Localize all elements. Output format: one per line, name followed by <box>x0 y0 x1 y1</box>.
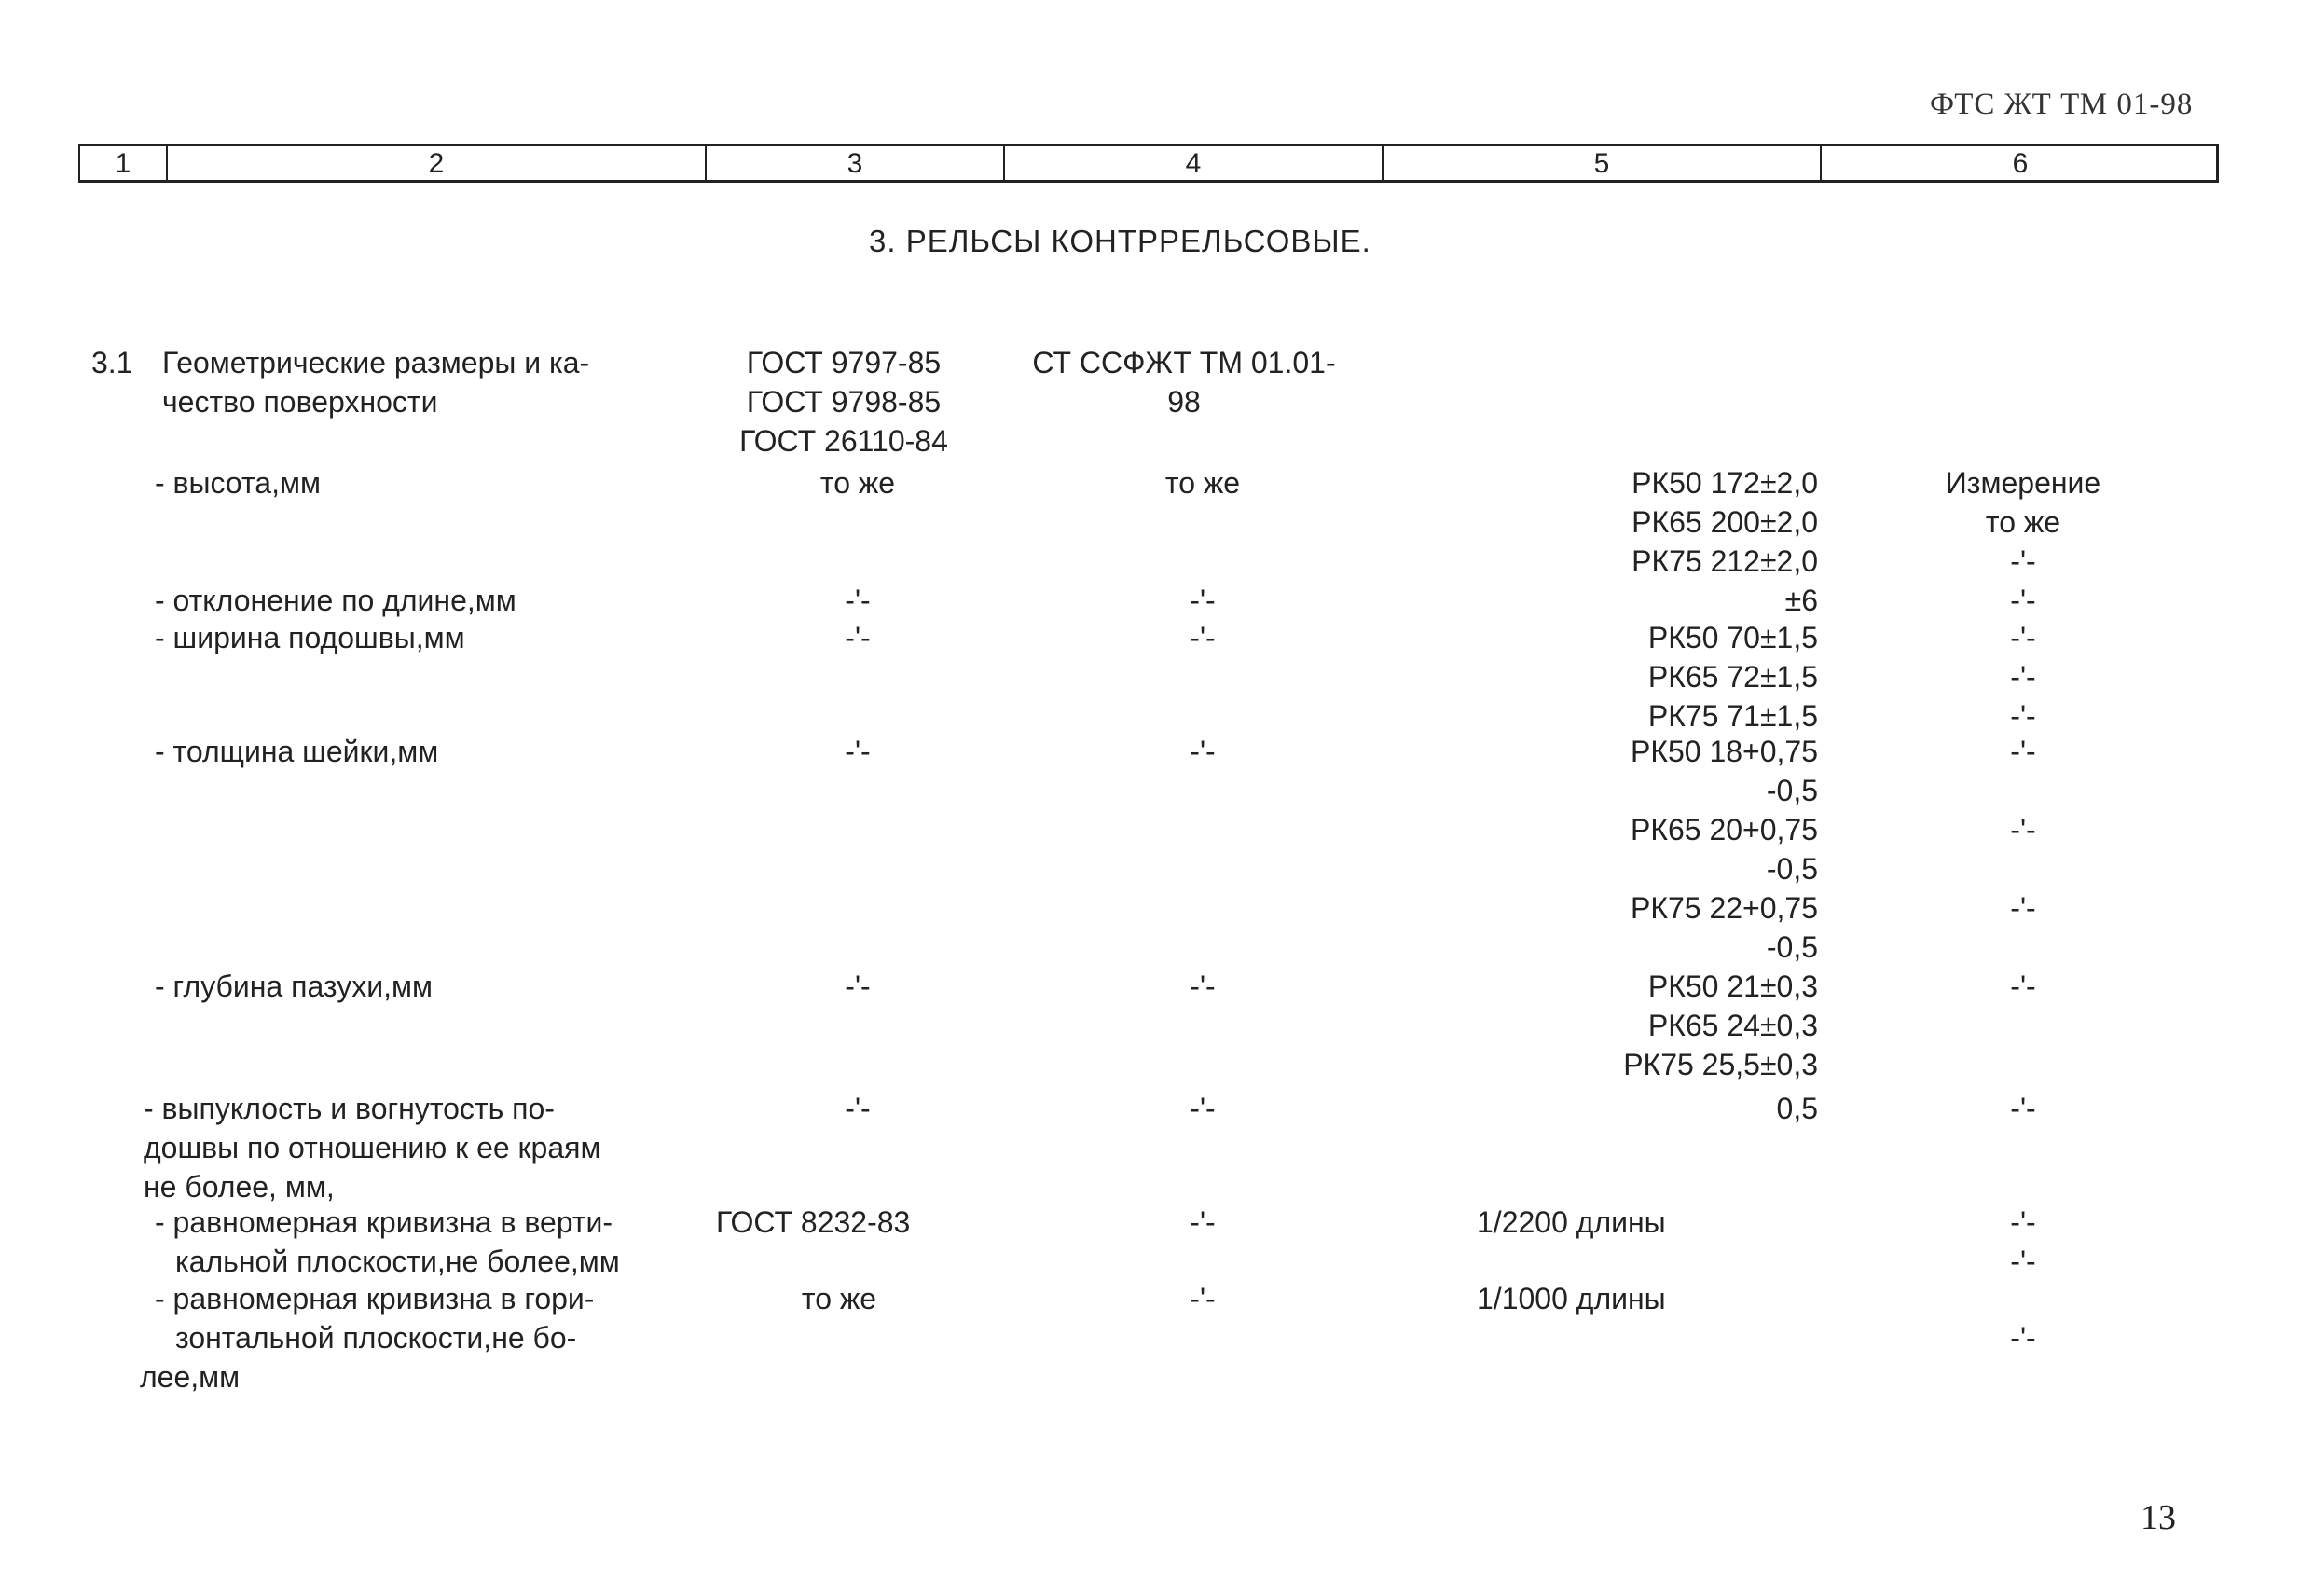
value-line: -0,5 <box>1766 774 1818 807</box>
method-line: -'- <box>2010 735 2036 768</box>
param-horizontal-curvature-col4: -'- <box>1190 1282 1216 1315</box>
method-line: -'- <box>2010 584 2036 617</box>
param-height-method <box>1902 463 2144 581</box>
param-base-convexity-values <box>1454 1089 1818 1128</box>
param-base-convexity-label <box>144 1089 600 1206</box>
value-line: РК50 172±2,0 <box>1631 466 1818 500</box>
param-chamber-depth-values <box>1454 967 1818 1084</box>
value-line: РК75 212±2,0 <box>1631 544 1818 578</box>
value-line: -0,5 <box>1766 930 1818 964</box>
method-line: -'- <box>2010 660 2036 694</box>
value-line: 1/2200 длины <box>1477 1205 1666 1239</box>
value-line: РК50 18+0,75 <box>1630 735 1818 768</box>
standard-ref: ГОСТ 9798-85 <box>746 385 942 419</box>
label-line: кальной плоскости,не более,мм <box>175 1245 620 1278</box>
value-line: РК75 71±1,5 <box>1647 699 1818 733</box>
label-line: - равномерная кривизна в гори- <box>155 1282 595 1315</box>
param-base-convexity-col3: -'- <box>845 1092 871 1125</box>
column-number-2: 2 <box>166 146 705 180</box>
label-line: - выпуклость и вогнутость по- <box>144 1092 555 1125</box>
value-line: РК65 20+0,75 <box>1630 813 1818 846</box>
column-number-6: 6 <box>1820 146 2219 180</box>
param-base-width-label: - ширина подошвы,мм <box>155 621 465 654</box>
document-code: ФТС ЖТ ТМ 01-98 <box>1930 88 2194 121</box>
param-horizontal-curvature-col3: то же <box>801 1282 877 1315</box>
value-line: РК75 22+0,75 <box>1630 891 1818 925</box>
label-line: не более, мм, <box>144 1170 335 1204</box>
param-length-deviation-col4: -'- <box>1190 584 1216 617</box>
value-line: РК65 72±1,5 <box>1647 660 1818 694</box>
param-horizontal-curvature-values <box>1477 1279 1666 1318</box>
param-vertical-curvature-label <box>155 1203 620 1281</box>
param-length-deviation-col3: -'- <box>845 584 871 617</box>
label-line: дошвы по отношению к ее краям <box>144 1131 601 1164</box>
method-line: -'- <box>2010 1245 2036 1278</box>
param-length-deviation-values <box>1454 581 1818 620</box>
column-number-1: 1 <box>115 148 131 179</box>
param-chamber-depth-label: - глубина пазухи,мм <box>155 970 433 1003</box>
method-line: -'- <box>2010 1092 2036 1125</box>
item-reference-doc <box>1007 343 1361 421</box>
standard-ref: ГОСТ 9797-85 <box>746 346 942 379</box>
param-horizontal-curvature-method <box>1967 1318 2079 1357</box>
param-base-width-values <box>1454 618 1818 736</box>
reference-line: 98 <box>1167 385 1201 419</box>
method-line: Измерение <box>1945 466 2101 500</box>
column-number-5: 5 <box>1382 146 1820 180</box>
value-line: 0,5 <box>1776 1092 1818 1125</box>
param-height-values <box>1454 463 1818 581</box>
param-base-width-col3: -'- <box>845 621 871 654</box>
page-number: 13 <box>2141 1498 2176 1537</box>
value-line: РК50 70±1,5 <box>1647 621 1818 654</box>
param-web-thickness-label: - толщина шейки,мм <box>155 735 439 768</box>
param-length-deviation-method <box>1967 581 2079 620</box>
param-base-convexity-method <box>1967 1089 2079 1128</box>
param-base-convexity-col4: -'- <box>1190 1092 1216 1125</box>
label-line: - равномерная кривизна в верти- <box>155 1205 613 1239</box>
value-line: РК65 24±0,3 <box>1647 1009 1818 1042</box>
value-line: РК75 25,5±0,3 <box>1623 1048 1818 1081</box>
method-line: -'- <box>2010 1205 2036 1239</box>
label-line: лее,мм <box>140 1360 241 1394</box>
standard-ref: ГОСТ 26110-84 <box>739 424 948 458</box>
param-web-thickness-values <box>1454 732 1818 967</box>
param-web-thickness-col3: -'- <box>845 735 871 768</box>
label-line: зонтальной плоскости,не бо- <box>175 1321 577 1355</box>
item-name <box>162 343 589 421</box>
section-title: 3. РЕЛЬСЫ КОНТРРЕЛЬСОВЫЕ. <box>869 224 1371 258</box>
method-line: -'- <box>2010 970 2036 1003</box>
param-web-thickness-col4: -'- <box>1190 735 1216 768</box>
method-line: -'- <box>2010 621 2036 654</box>
value-line: РК65 200±2,0 <box>1631 505 1818 539</box>
method-line: -'- <box>2010 891 2036 925</box>
param-vertical-curvature-values <box>1477 1203 1666 1242</box>
param-height-col4: то же <box>1164 466 1241 500</box>
item-name-line: Геометрические размеры и ка- <box>162 346 590 379</box>
reference-line: СТ ССФЖТ ТМ 01.01- <box>1032 346 1336 379</box>
param-chamber-depth-method <box>1967 967 2079 1006</box>
column-number-3: 3 <box>705 146 1003 180</box>
param-vertical-curvature-col4: -'- <box>1190 1205 1216 1239</box>
method-line: -'- <box>2010 699 2036 733</box>
value-line: РК50 21±0,3 <box>1647 970 1818 1003</box>
value-line: -0,5 <box>1766 852 1818 886</box>
param-web-thickness-method <box>1967 732 2079 928</box>
value-line: 1/1000 длины <box>1477 1282 1666 1315</box>
value-line: ±6 <box>1784 584 1818 617</box>
param-base-width-col4: -'- <box>1190 621 1216 654</box>
item-number: 3.1 <box>91 346 133 379</box>
column-number-row <box>78 144 2219 183</box>
method-line: -'- <box>2010 1321 2036 1355</box>
param-vertical-curvature-method <box>1967 1203 2079 1281</box>
method-line: -'- <box>2010 813 2036 846</box>
param-chamber-depth-col4: -'- <box>1190 970 1216 1003</box>
param-horizontal-curvature-label <box>140 1279 595 1396</box>
column-number-4: 4 <box>1003 146 1382 180</box>
param-chamber-depth-col3: -'- <box>845 970 871 1003</box>
param-height-col3: то же <box>819 466 896 500</box>
param-length-deviation-label: - отклонение по длине,мм <box>155 584 516 617</box>
param-base-width-method <box>1967 618 2079 736</box>
method-line: -'- <box>2010 544 2036 578</box>
item-name-line: чество поверхности <box>162 385 438 419</box>
param-vertical-curvature-col3: ГОСТ 8232-83 <box>716 1205 911 1239</box>
item-standards <box>709 343 979 461</box>
method-line: то же <box>1985 505 2061 539</box>
param-height-label: - высота,мм <box>155 466 321 500</box>
